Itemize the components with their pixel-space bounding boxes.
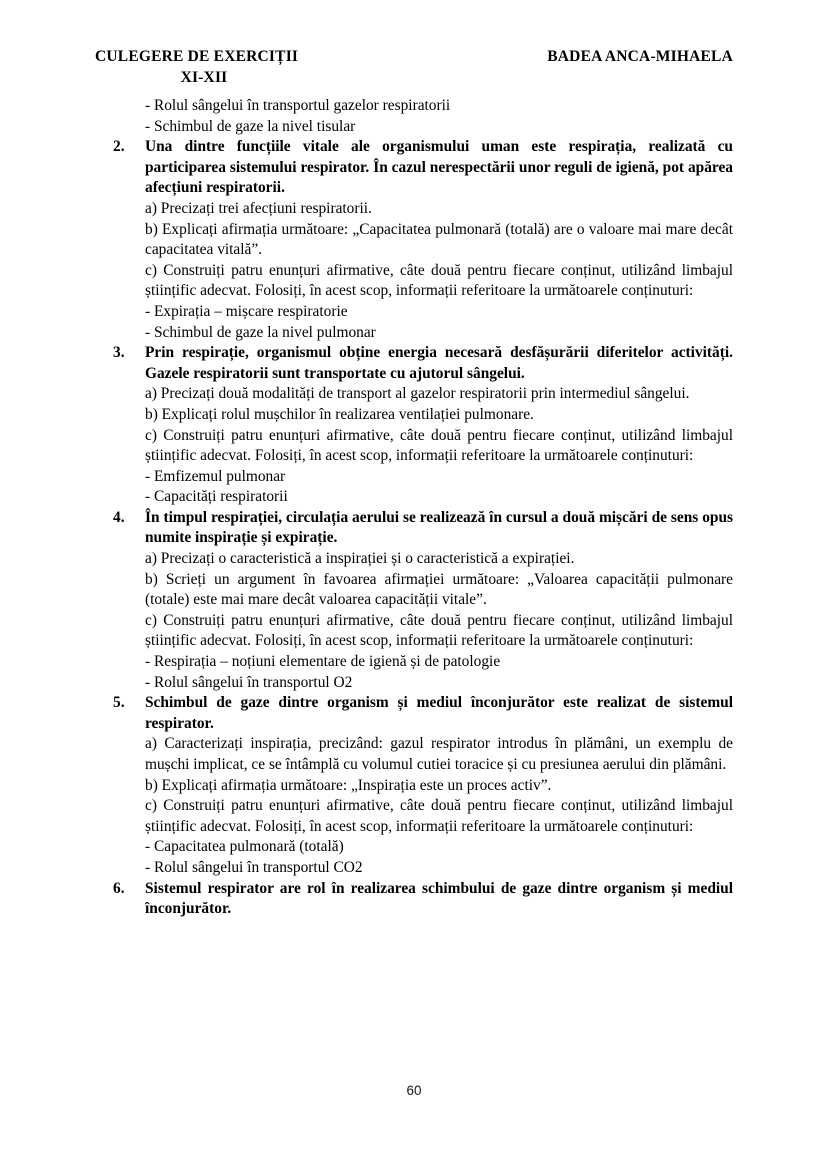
content-bullet-line: - Schimbul de gaze la nivel pulmonar [145, 323, 376, 341]
content-bullet-line: - Rolul sângelui în transportul gazelor respiratorii [145, 97, 451, 114]
exercise-subpoint: b) Scrieți un argument în favoarea afirmației următoare: „Valoarea capacității pulmonare (totale) este mai mare decât valoarea capacității vitale”. [145, 570, 733, 609]
content-bullet-line: - Capacități respiratorii [145, 488, 288, 506]
exercise-subpoint: c) Construiți patru enunțuri afirmative, câte două pentru fiecare conținut, utilizând limbajul științific adecvat. Folosiți, în acest scop, informații referitoare la următoarele conținuturi: [145, 797, 733, 835]
exercise-subpoint: b) Explicați rolul mușchilor în realizarea ventilației pulmonare. [145, 405, 534, 423]
exercise-item-number: 2. [113, 138, 125, 156]
exercise-subpoint: c) Construiți patru enunțuri afirmative, câte două pentru fiecare conținut, utilizând limbajul științific adecvat. Folosiți, în acest scop, informații referitoare la următoarele conținuturi: [145, 261, 733, 300]
header-author-name: BADEA ANCA-MIHAELA [547, 48, 733, 65]
exercise-item-number: 4. [113, 508, 125, 526]
header-book-title-line2: XI-XII [180, 69, 228, 86]
exercise-subpoint: b) Explicați afirmația următoare: „Capacitatea pulmonară (totală) are o valoare mai mare decât capacitatea vitală”. [145, 220, 733, 259]
exercise-subpoint: a) Caracterizați inspirația, precizând: gazul respirator introdus în plămâni, un exemplu de mușchi implicat, ce se întâmplă cu volumul cutiei toracice și cu presiunea aerului din plămâni. [145, 735, 733, 773]
exercise-item [113, 693, 733, 734]
exercise-subpoint: c) Construiți patru enunțuri afirmative, câte două pentru fiecare conținut, utilizând limbajul științific adecvat. Folosiți, în acest scop, informații referitoare la următoarele conținuturi: [145, 611, 733, 650]
header-book-title-line1: CULEGERE DE EXERCIȚII [95, 48, 299, 65]
content-bullet-line: - Rolul sângelui în transportul O2 [145, 673, 353, 691]
exercise-subpoint: c) Construiți patru enunțuri afirmative, câte două pentru fiecare conținut, utilizând limbajul științific adecvat. Folosiți, în acest scop, informații referitoare la următoarele conținuturi: [145, 426, 733, 465]
content-bullet-line: - Expirația – mișcare respiratorie [145, 302, 348, 320]
content-bullet-line: - Capacitatea pulmonară (totală) [145, 838, 344, 856]
running-header [95, 46, 733, 92]
exercise-subpoint: a) Precizați o caracteristică a inspirației și o caracteristică a expirației. [145, 550, 575, 568]
content-bullet-line: - Emfizemul pulmonar [145, 467, 286, 485]
exercise-item [113, 879, 733, 920]
exercise-item-number: 6. [113, 879, 125, 897]
exercise-item-number: 5. [113, 694, 125, 712]
exercise-item-text: Prin respirație, organismul obține energia necesară desfășurării diferitelor activități. Gazele respiratorii sunt transportate cu ajutorul sângelui. [145, 344, 733, 382]
exercise-list [113, 96, 733, 920]
exercise-subpoint: b) Explicați afirmația următoare: „Inspirația este un proces activ”. [145, 776, 552, 794]
exercise-item-text: În timpul respirației, circulația aerului se realizează în cursul a două mișcări de sens opus numite inspirație și expirație. [145, 508, 733, 547]
content-bullet-line: - Rolul sângelui în transportul CO2 [145, 858, 363, 876]
exercise-item-number: 3. [113, 344, 125, 362]
header-book-title [95, 46, 425, 88]
exercise-item-text: Sistemul respirator are rol în realizarea schimbului de gaze dintre organism și mediul înconjurător. [145, 879, 733, 918]
exercise-item [113, 137, 733, 199]
exercise-item [113, 508, 733, 549]
content-bullet-line: - Schimbul de gaze la nivel tisular [145, 117, 356, 135]
content-bullet-line: - Respirația – noțiuni elementare de igienă și de patologie [145, 653, 501, 671]
page-number: 60 [406, 1083, 422, 1098]
exercise-subpoint: a) Precizați două modalități de transport al gazelor respiratorii prin intermediul sângelui. [145, 385, 690, 403]
exercise-item [113, 343, 733, 384]
exercise-item-text: Una dintre funcțiile vitale ale organismului uman este respirația, realizată cu participarea sistemului respirator. În cazul nerespectării unor reguli de igienă, pot apărea afecțiuni respiratorii. [145, 138, 733, 197]
exercise-subpoint: a) Precizați trei afecțiuni respiratorii. [145, 199, 372, 217]
exercise-item-text: Schimbul de gaze dintre organism și mediul înconjurător este realizat de sistemul respirator. [145, 694, 733, 732]
